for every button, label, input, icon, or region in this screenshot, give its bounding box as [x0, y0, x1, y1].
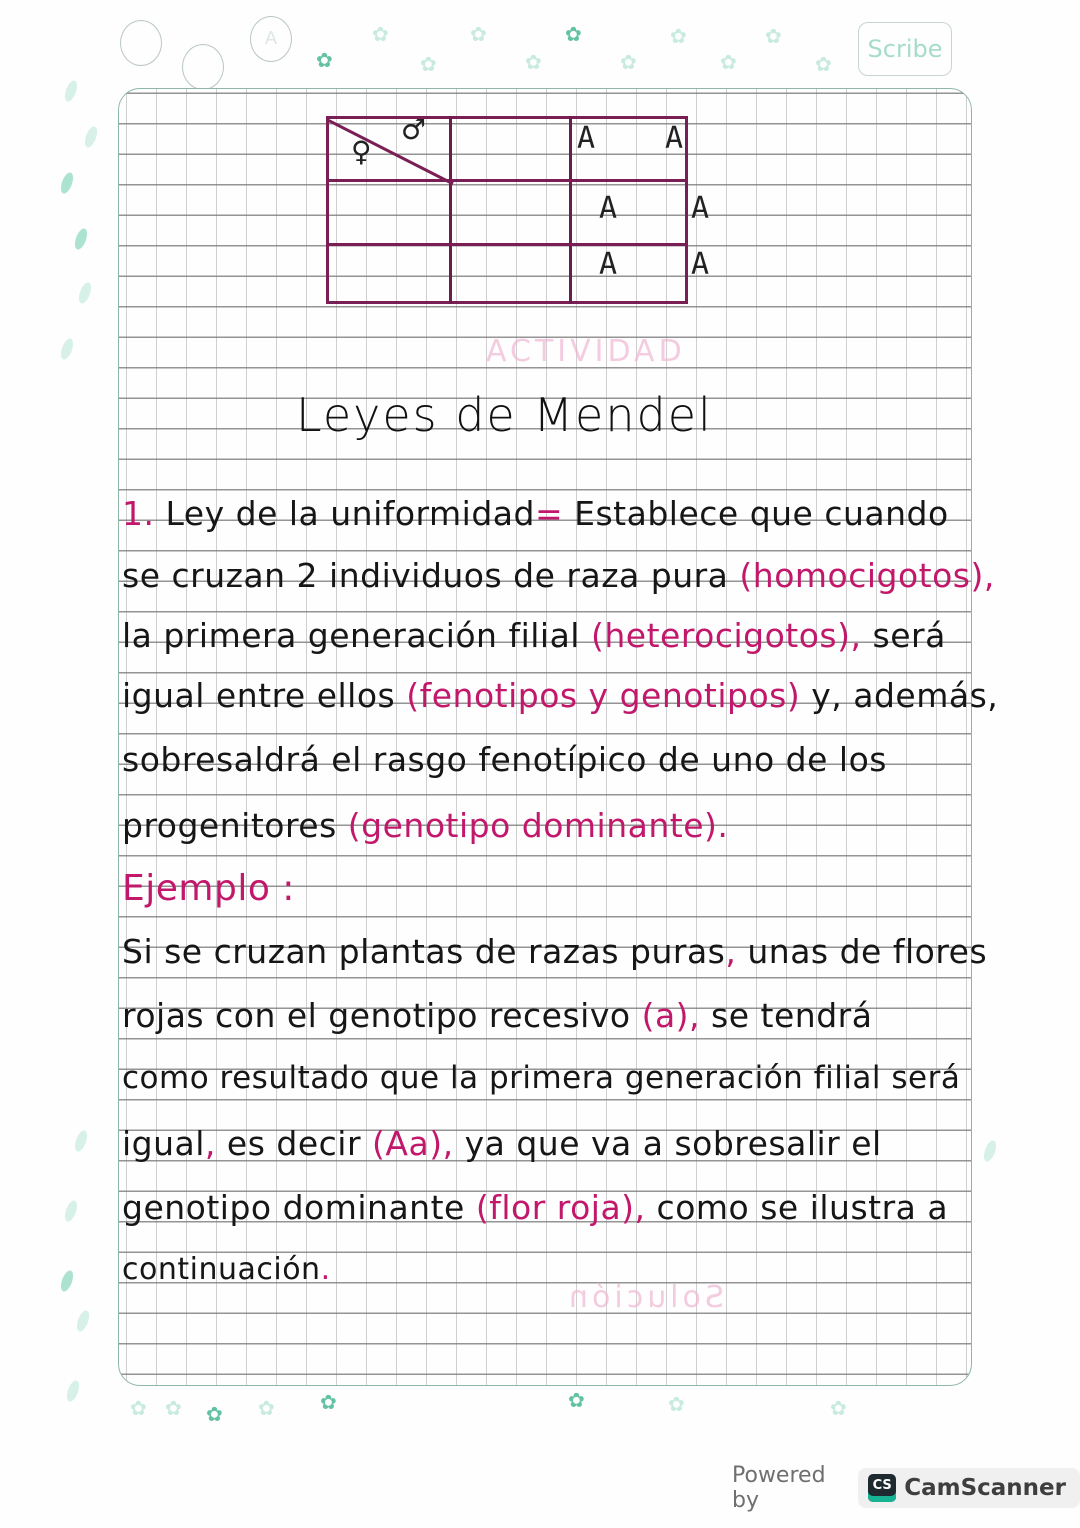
text-line	[122, 1252, 331, 1287]
column-allele: A	[665, 121, 684, 156]
text-segment: genotipo dominante	[122, 1188, 465, 1227]
text-segment: igual	[122, 1124, 205, 1163]
flower-icon: ✿	[670, 24, 687, 48]
leaf-icon	[59, 337, 76, 361]
table-divider	[449, 116, 452, 304]
leaf-icon	[59, 1269, 76, 1293]
leaf-icon	[982, 1139, 999, 1163]
section-number: 1.	[122, 494, 155, 533]
cell-allele: A	[691, 191, 710, 226]
female-symbol-icon: ♀	[351, 135, 372, 168]
section-heading: Ley de la uniformidad	[165, 494, 535, 533]
flower-icon: ✿	[372, 22, 389, 46]
text-segment: continuación	[122, 1252, 321, 1287]
table-divider	[326, 179, 688, 182]
leaf-icon	[65, 1379, 82, 1403]
text-line	[122, 556, 995, 595]
text-segment: ,	[204, 1124, 216, 1163]
text-segment: (Aa),	[372, 1124, 454, 1163]
text-line	[122, 1060, 960, 1096]
text-segment: como se ilustra a	[656, 1188, 949, 1227]
text-segment: se cruzan 2 individuos de raza pura	[122, 556, 729, 595]
flower-icon: ✿	[165, 1396, 182, 1420]
text-segment: progenitores	[122, 806, 337, 845]
flower-icon: ✿	[620, 50, 637, 74]
page-title: Leyes de Mendel	[296, 388, 713, 442]
text-segment: sobresaldrá el rasgo fenotípico de uno de los	[122, 740, 887, 779]
cell-allele: A	[691, 247, 710, 282]
text-segment: .	[320, 1252, 331, 1287]
flower-icon: ✿	[316, 48, 333, 72]
text-segment: (genotipo dominante).	[347, 806, 729, 845]
text-segment: (a),	[641, 996, 701, 1035]
text-line	[122, 996, 872, 1035]
text-segment: rojas con el genotipo recesivo	[122, 996, 631, 1035]
text-line	[122, 740, 887, 779]
flower-icon: ✿	[320, 1390, 337, 1414]
flower-icon: ✿	[720, 50, 737, 74]
leaf-icon	[63, 1199, 80, 1223]
text-segment: igual entre ellos	[122, 676, 396, 715]
text-line	[122, 806, 728, 845]
text-line	[122, 676, 998, 715]
table-divider	[569, 116, 572, 304]
leaf-icon	[73, 227, 90, 251]
app-name: CamScanner	[904, 1475, 1066, 1501]
punnett-square	[326, 113, 710, 304]
cell-allele: A	[599, 247, 618, 282]
text-segment: Establece que cuando	[574, 494, 949, 533]
text-segment: Si se cruzan plantas de razas puras	[122, 932, 726, 971]
flower-icon: ✿	[565, 22, 582, 46]
text-segment: unas de flores	[747, 932, 988, 971]
corner-diagonal	[328, 119, 454, 185]
header-circle-1	[120, 20, 162, 66]
scribe-logo: Scribe	[858, 22, 952, 76]
flower-icon: ✿	[765, 24, 782, 48]
leaf-icon	[75, 1309, 92, 1333]
flower-icon: ✿	[470, 22, 487, 46]
cell-allele: A	[599, 191, 618, 226]
camscanner-badge	[858, 1468, 1080, 1508]
flower-icon: ✿	[130, 1396, 147, 1420]
flower-icon: ✿	[815, 52, 832, 76]
example-label: Ejemplo :	[122, 868, 295, 909]
faded-bleed-text: ACTIVIDAD	[486, 334, 686, 369]
text-segment: es decir	[226, 1124, 362, 1163]
text-segment: y, además,	[811, 676, 999, 715]
flower-icon: ✿	[206, 1402, 223, 1426]
leaf-icon	[73, 1129, 90, 1153]
camscanner-watermark	[732, 1463, 1080, 1513]
table-divider	[326, 243, 688, 246]
flower-icon: ✿	[830, 1396, 847, 1420]
camscanner-logo-icon: CS	[868, 1474, 896, 1502]
text-segment: ya que va a sobresalir el	[464, 1124, 882, 1163]
flower-icon: ✿	[568, 1388, 585, 1412]
column-allele: A	[577, 121, 596, 156]
text-line	[122, 494, 949, 533]
header-circle-2	[182, 44, 224, 90]
leaf-icon	[77, 281, 94, 305]
text-line	[122, 616, 946, 655]
flower-icon: ✿	[258, 1396, 275, 1420]
text-line	[122, 1188, 948, 1227]
flower-icon: ✿	[525, 50, 542, 74]
text-segment: como resultado que la primera generación filial será	[122, 1060, 961, 1096]
text-segment: la primera generación filial	[122, 616, 580, 655]
text-segment: ,	[725, 932, 737, 971]
separator: =	[534, 494, 564, 533]
leaf-icon	[83, 125, 100, 149]
text-segment: (homocigotos),	[739, 556, 995, 595]
notebook-header-decoration	[0, 0, 1080, 90]
text-line	[122, 1124, 882, 1163]
faded-bleed-text: Solución	[565, 1280, 724, 1315]
text-segment: se tendrá	[711, 996, 873, 1035]
flower-icon: ✿	[420, 52, 437, 76]
text-segment: (heterocigotos),	[590, 616, 862, 655]
flower-icon: ✿	[668, 1392, 685, 1416]
text-line	[122, 932, 987, 971]
text-segment: (flor roja),	[475, 1188, 646, 1227]
text-segment: será	[872, 616, 946, 655]
powered-by-text: Powered by	[732, 1463, 826, 1513]
male-symbol-icon: ♂	[401, 113, 427, 146]
header-circle-3: A	[250, 16, 292, 62]
text-segment: (fenotipos y genotipos)	[406, 676, 801, 715]
leaf-icon	[59, 171, 76, 195]
